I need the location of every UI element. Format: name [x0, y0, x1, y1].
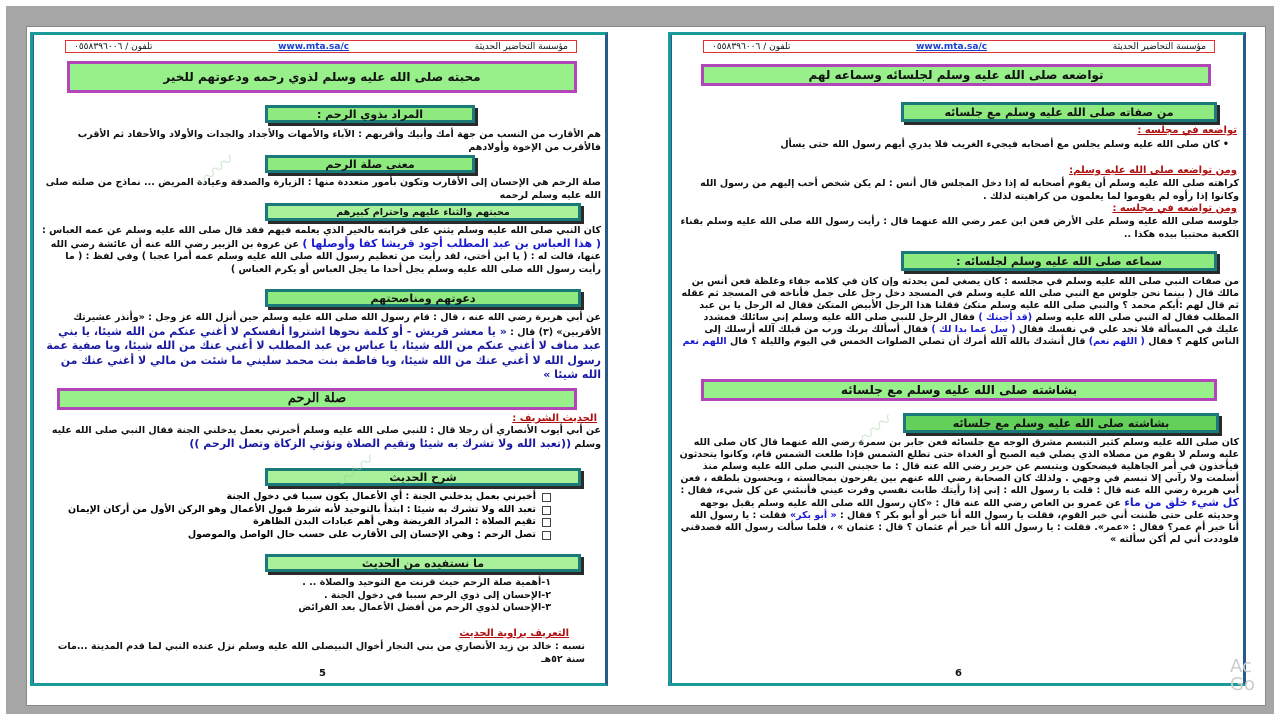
text-run: عن عمرو بن العاص رضي الله عنه قال : «كان رسول الله صلى الله عليه وسلم يقبل بوجهه وحديثه على حتى ظننت أني خير القوم، فقلت يا رسول الله أنا خير أو أبو بكر ؟ فقال : [700, 498, 1239, 521]
explanation-list [51, 491, 551, 541]
page-header [703, 40, 1215, 53]
section-heading: دعوتهم ومناصحتهم [265, 289, 581, 307]
header-phone: تلفون / ٠٥٥٨٣٩٦٠٠٦ [712, 41, 791, 52]
section-text [41, 311, 601, 383]
text-run: فقال أسألك بربك ورب من قبلك آلله أرسلك إلى الناس كلهم ؟ فقال [704, 324, 1239, 347]
page-5 [30, 32, 608, 686]
page-number: 5 [319, 668, 326, 679]
list-item-text: أخبرني بعمل يدخلني الجنة : أي الأعمال يكون سببا في دخول الجنة [226, 491, 536, 502]
hadith-quote: « أبو بكر» [789, 510, 837, 521]
section-heading: ما نستفيده من الحديث [265, 554, 581, 572]
subheading: ومن تواضعه في مجلسه : [1112, 203, 1237, 214]
text-run: عن أبي هريرة رضي الله عنه ، قال : قام رسول الله صلى الله عليه وسلم حين أنزل الله عز وجل : «وأنذر عشيرتك الأقربين» (٣) قال : [73, 312, 601, 338]
section-banner: صلة الرحم [57, 388, 577, 410]
hadith-quote: اللهم نعم [682, 336, 727, 347]
page-title: تواضعه صلى الله عليه وسلم لجلسائه وسماعه لهم [701, 64, 1211, 86]
hadith-quote: ((تعبد الله ولا تشرك به شيئا وتقيم الصلاة وتؤتي الزكاة وتصل الرحم )) [189, 436, 572, 450]
hadith-quote: كل شيء خلق من ماء [1124, 496, 1239, 509]
header-company: مؤسسة التحاضير الحديثة [1112, 41, 1206, 52]
header-site-link[interactable]: www.mta.sa/c [916, 41, 988, 52]
benefits-list [71, 577, 551, 615]
list-item [51, 516, 551, 529]
subheading: التعريف براوية الحديث [459, 628, 569, 639]
subheading: الحديث الشريف : [512, 413, 597, 424]
list-item-text: تقيم الصلاة : المراد الفريضة وهي أهم عبادات البدن الظاهرة [253, 516, 536, 527]
list-item-text: تصل الرحم : وهي الإحسان إلى الأقارب على حسب حال الواصل والموصول [187, 528, 536, 540]
hadith-quote: ( سل عما بدا لك ) [931, 324, 1016, 335]
text-run: ، فعن أبي هريرة رضي الله عنه قال : قلت يا رسول الله : إني إذا رأيتك طابت نفسي وقرت عيني فأنبئني عن كل شيء، فقال : [680, 473, 1239, 496]
checkbox-icon [542, 518, 551, 527]
text-run: كان النبي صلى الله عليه وسلم يثني على قرابته بالخير الذي يعلمه فيهم فقد قال صلى الله عليه وسلم عن عمه العباس : [42, 225, 601, 236]
text-run: عن جرير رضي الله عنه قال : ما حجبني النبي صلى الله عليه وسلم منذ أسلمت ولا رآني إلا تبسم في وجهي . ولذلك كان الصحابة رضي الله عنهم بين يفرحون بمجالسته ، ويحسون بلطفه [702, 461, 1239, 484]
header-company: مؤسسة التحاضير الحديثة [474, 41, 568, 52]
watermark-signature: 〰〰 [331, 448, 382, 496]
list-item: ١-أهمية صلة الرحم حيث قرنت مع التوحيد والصلاة .. . [302, 577, 551, 588]
bullet-text: كان صلى الله عليه وسلم يجلس مع أصحابه فيجيء الغريب فلا يدري أيهم رسول الله حتى يسأل [780, 139, 1220, 150]
list-item: ٣-الإحسان لذوي الرحم من أفضل الأعمال بعد الفرائض [298, 602, 551, 613]
text-run: فقلت : يا رسول الله أنا خير أم عمر؟ فقال : «عمر». فقلت : يا رسول الله أنا خير أم عثمان ؟ قال : عثمان » ، فلما سألت رسول الله فصدقني فلوددت أني لم أكن سألته » [680, 510, 1239, 545]
text-run: قال أنشدك بالله آلله أمرك أن تصلي الصلوات الخمس في اليوم والليلة ؟ قال [729, 336, 1086, 347]
subheading: ومن تواضعه صلى الله عليه وسلم: [1069, 165, 1237, 176]
checkbox-icon [542, 493, 551, 502]
section-heading: بشاشته صلى الله عليه وسلم مع جلسائه [903, 413, 1219, 433]
section-heading: من صفاته صلى الله عليه وسلم مع جلسائه [901, 102, 1217, 122]
section-banner: بشاشته صلى الله عليه وسلم مع جلسائه [701, 379, 1217, 401]
section-text: جلوسه صلى الله عليه وسلم على الأرض فعن ابن عمر رضي الله عنهما قال : رأيت رسول الله صلى الله عليه وسلم بفناء الكعبة محتبيا بيده هكذا .. [680, 216, 1239, 240]
header-phone: تلفون / ٠٥٥٨٣٩٦٠٠٦ [74, 41, 153, 52]
hadith-quote: « يا معشر قريش - أو كلمة نحوها اشتروا أنفسكم لا أغني عنكم من الله شيئا، يا بني عبد مناف لا أغني عنكم من الله شيئا، يا عباس بن عبد المطلب لا أغني عنك من الله شيئا، ويا صفية عمة رسول الله لا أغني عنك من الله شيئا، ويا فاطمة بنت محمد سليني ما شئت من مالي لا أغني عنك من الله شيئا » [46, 324, 601, 381]
list-item [51, 504, 551, 517]
text-run: من صفات النبي صلى الله عليه وسلم في مجلسه : كان يصغي لمن يحدثه وإن كان في كلامه جفاء وغلظة فعن أنس بن مالك قال ( بينما نحن جلوس مع النبي صلى الله عليه وسلم في المسجد دخل رجل على جمل فأناخه في المسجد ثم عقله ثم قال لهم :أيكم محمد ؟ والنبي صلى الله عليه وسلم متكئ فقلنا هذا الرجل الأبيض المتكئ فقال له الرجل يا بن عبد المطلب فقال له النبي صلى الله عليه وسلم [681, 276, 1239, 323]
hadith-quote: (قد أجبتك ) [978, 312, 1033, 323]
section-text: نسبه : خالد بن زيد الأنصاري من بني النجار أخوال النبيصلى الله عليه وسلم نزل عنده النبي لما قدم المدينة ...مات سنة ٥٢هـ [57, 641, 585, 665]
section-text [679, 276, 1239, 348]
section-text: هم الأقارب من النسب من جهة أمك وأبيك وأقربهم : الآباء والأمهات والأجداد والجدات والأولاد والأحفاد ثم الأقرب فالأقرب من الإخوة وأولادهم [77, 129, 601, 153]
section-text: صلة الرحم هي الإحسان إلى الأقارب وتكون بأمور متعددة منها : الزيارة والصدقة وعيادة المريض ... نماذج من صلته صلى الله عليه وسلم لرحمه [45, 177, 601, 201]
section-text [41, 225, 601, 276]
section-text: كراهته صلى الله عليه وسلم أن يقوم أصحابه له إذا دخل المجلس قال أنس : لم يكن شخص أحب إليهم من رسول الله وكانوا إذا رأوه لم يقوموا لما يعلمون من كراهيته لذلك . [700, 178, 1239, 202]
subheading: تواضعه في مجلسه : [1137, 125, 1237, 136]
text-run: فقال الرجل للنبي صلى الله عليه وسلم إني سائلك فمشدد عليك في المسألة فلا تجد علي في نفسك فقال [703, 312, 1239, 335]
list-item [51, 529, 551, 542]
section-heading: سماعه صلى الله عليه وسلم لجلسائه : [901, 251, 1217, 271]
list-item [51, 491, 551, 504]
header-site-link[interactable]: www.mta.sa/c [278, 41, 350, 52]
text-run: عن عروة بن الزبير رضي الله عنه أن عائشة رضي الله عنها، قالت له : ( يا ابن أختي، لقد رأيت من تعظيم رسول الله صلى الله عليه وسلم عمه أمرا عجبا ) وفي لفظ : ( ما رأيت رسول الله صلى الله عليه وسلم يجل أحدا ما يجل العباس أو يكرم العباس ) [50, 238, 601, 275]
section-heading: معنى صلة الرحم [265, 155, 475, 173]
list-item-text: تعبد الله ولا تشرك به شيئا : ابتدأ بالتوحيد لأنه شرط قبول الأعمال وهو الركن الأول من أركان الإيمان [68, 503, 536, 515]
checkbox-icon [542, 531, 551, 540]
page-title: محبته صلى الله عليه وسلم لذوي رحمه ودعوتهم للخير [67, 61, 577, 93]
list-item: ٢-الإحسان إلى ذوي الرحم سببا في دخول الجنة . [323, 589, 551, 601]
section-heading: محبتهم والثناء عليهم واحترام كبيرهم [265, 203, 581, 221]
section-heading: شرح الحديث [265, 468, 581, 486]
hadith-quote: ( اللهم نعم) [1088, 336, 1145, 347]
watermark-signature: 〰〰 [849, 408, 900, 456]
text-run: كان صلى الله عليه وسلم كثير التبسم مشرق الوجه مع جلسائه فعن جابر بن سمرة رضي الله عنهما قال كان صلى الله عليه وسلم لا يقوم من مصلاه الذي يصلي فيه الصبح أو الغداة حتى تطلع الشمس فإذا طلعت الشمس قام، وكانوا يتحدثون فيأخذون في أمر الجاهلية فيضحكون ويتبسم [679, 437, 1239, 472]
bullet-item: • كان صلى الله عليه وسلم يجلس مع أصحابه فيجيء الغريب فلا يدري أيهم رسول الله حتى يسأل [780, 139, 1229, 150]
page-number: 6 [955, 668, 962, 679]
page-header [65, 40, 577, 53]
checkbox-icon [542, 506, 551, 515]
watermark-signature: 〰〰 [191, 148, 242, 196]
watermark-text: Ac Go [1230, 656, 1255, 695]
text-run: عن أبي أيوب الأنصاري أن رجلا قال : للنبي صلى الله عليه وسلم أخبرني بعمل يدخلني الجنة فقال النبي صلى الله عليه وسلم [51, 425, 601, 450]
section-text [41, 425, 601, 451]
section-text [679, 437, 1239, 546]
page-6 [668, 32, 1246, 686]
hadith-quote: ( هذا العباس بن عبد المطلب أجود قريشا كفا وأوصلها ) [302, 236, 601, 250]
section-heading: المراد بذوي الرحم : [265, 105, 475, 123]
